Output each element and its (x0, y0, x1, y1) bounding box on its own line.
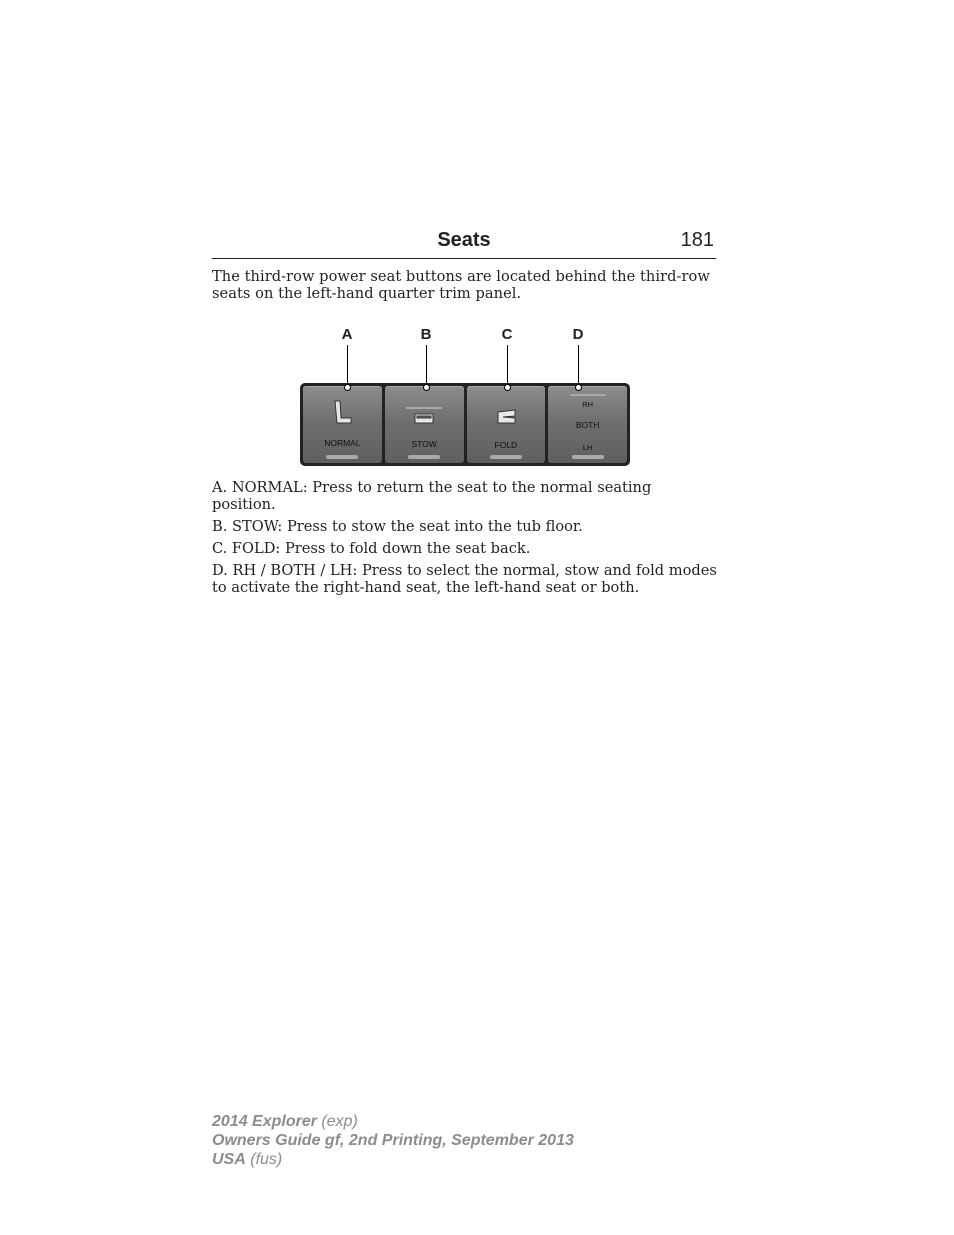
callout-line-b (426, 345, 427, 385)
stow-button[interactable] (385, 386, 464, 463)
callout-a: A (341, 326, 353, 343)
callout-b: B (420, 326, 432, 343)
normal-button[interactable] (303, 386, 382, 463)
callout-dot-d (575, 384, 582, 391)
seat-select-button[interactable] (548, 386, 627, 463)
stow-label: STOW (411, 439, 437, 449)
select-top-bar (570, 394, 606, 396)
list-item: C. FOLD: Press to fold down the seat back. (212, 540, 531, 557)
seat-folded-icon (494, 398, 518, 428)
normal-label: NORMAL (324, 438, 361, 448)
footer-model-code: (exp) (321, 1113, 358, 1130)
lh-label: LH (582, 443, 593, 452)
normal-tab (326, 455, 358, 459)
fold-tab (490, 455, 522, 459)
fold-button[interactable] (467, 386, 546, 463)
intro-paragraph: The third-row power seat buttons are located behind the third-row seats on the left-hand quarter trim panel. (212, 268, 710, 302)
callout-dot-b (423, 384, 430, 391)
button-description-list (212, 479, 718, 601)
callout-line-a (347, 345, 348, 385)
callout-c: C (501, 326, 513, 343)
seat-upright-icon (330, 398, 354, 428)
list-item: A. NORMAL: Press to return the seat to the normal seating position. (212, 479, 652, 513)
callout-d: D (572, 326, 584, 343)
footer-line-2 (212, 1131, 574, 1150)
footer-market-code: (fus) (250, 1151, 283, 1168)
section-title: Seats (437, 229, 491, 251)
rh-label: RH (582, 400, 594, 409)
select-tab (572, 455, 604, 459)
callout-dot-a (344, 384, 351, 391)
seat-stowed-icon (412, 398, 436, 428)
footer-line-3 (212, 1150, 574, 1169)
page-header (212, 228, 716, 259)
callout-line-c (507, 345, 508, 385)
list-item: B. STOW: Press to stow the seat into the tub floor. (212, 518, 583, 535)
page-number: 181 (680, 229, 714, 251)
both-label: BOTH (575, 420, 600, 430)
seat-control-panel (300, 383, 630, 466)
fold-label: FOLD (494, 440, 518, 450)
stow-tab (408, 455, 440, 459)
page-footer (212, 1112, 574, 1169)
footer-line-1 (212, 1112, 574, 1131)
footer-edition: Owners Guide gf, 2nd Printing, September 2013 (212, 1132, 574, 1149)
callout-line-d (578, 345, 579, 385)
callout-dot-c (504, 384, 511, 391)
seat-button-figure (290, 320, 640, 472)
footer-market: USA (212, 1151, 246, 1168)
footer-model: 2014 Explorer (212, 1113, 317, 1130)
list-item: D. RH / BOTH / LH: Press to select the normal, stow and fold modes to activate the right-hand seat, the left-hand seat or both. (212, 562, 717, 596)
